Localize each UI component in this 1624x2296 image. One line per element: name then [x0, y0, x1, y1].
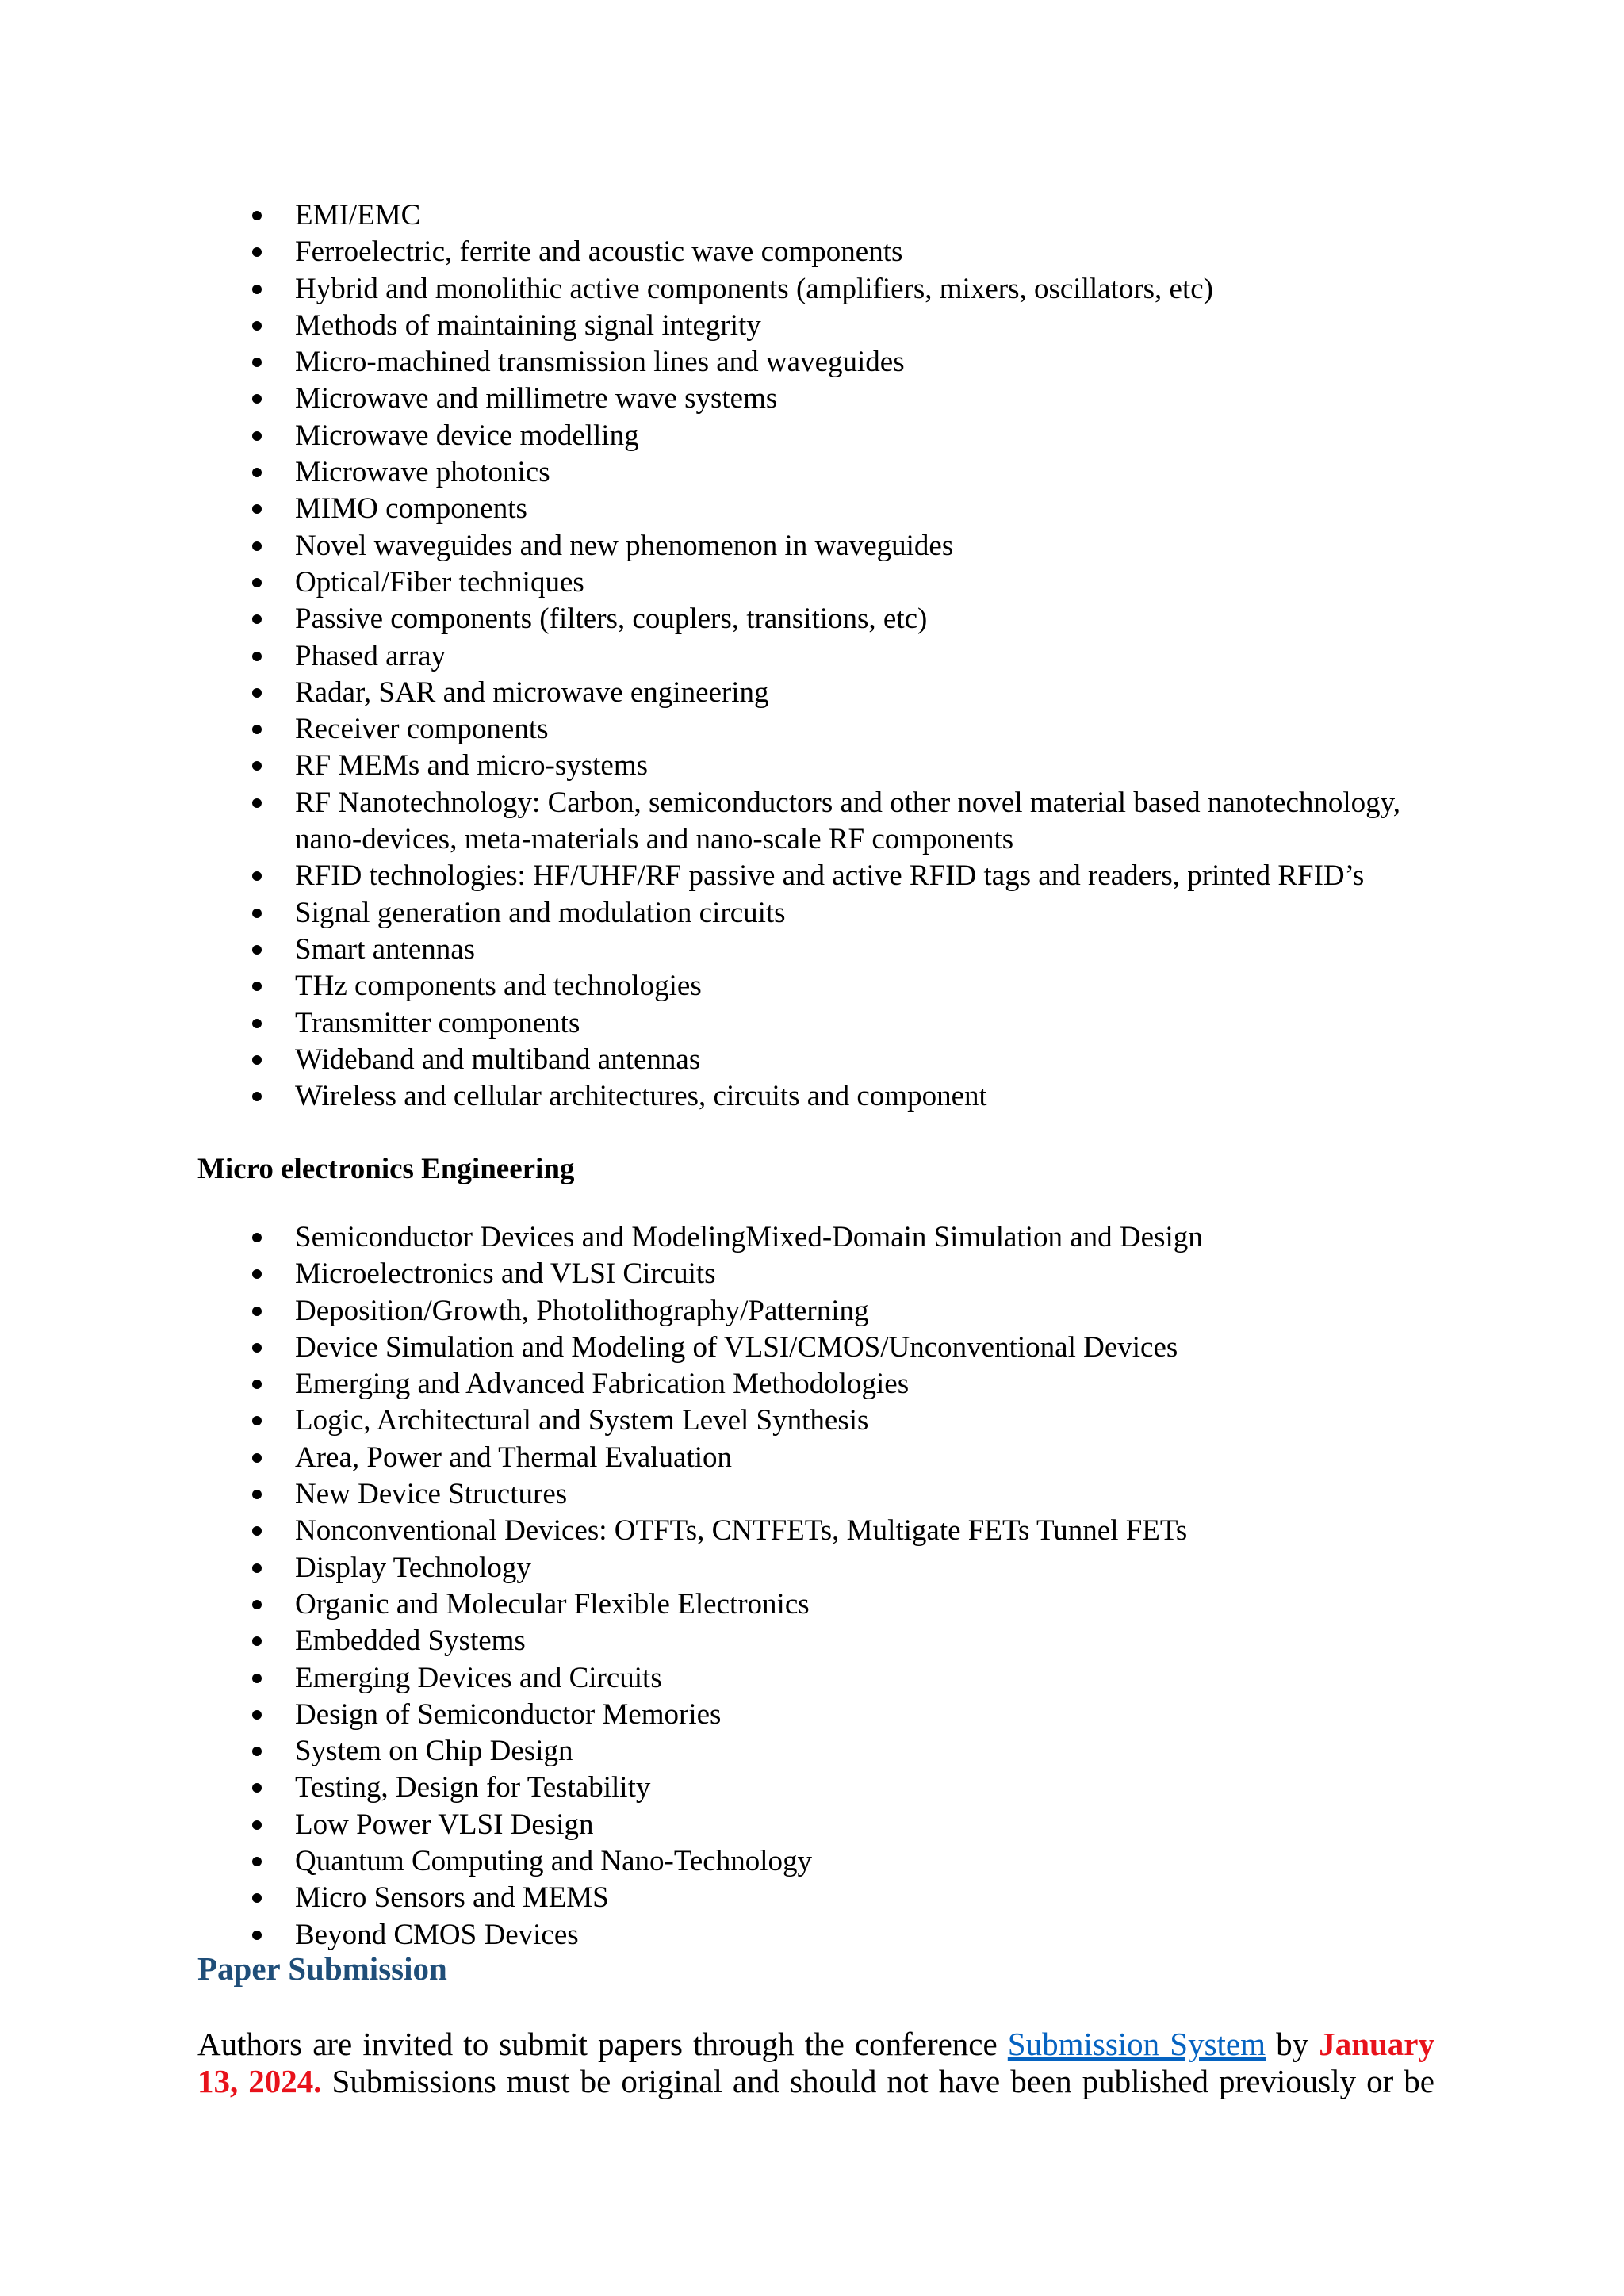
bullet-icon	[252, 1526, 262, 1536]
list-item	[252, 308, 1442, 344]
list-item	[252, 785, 1442, 859]
bullet-icon	[252, 394, 262, 404]
list-item	[252, 1366, 1442, 1402]
list-item	[252, 1623, 1442, 1659]
bullet-icon	[252, 321, 262, 331]
list-item	[252, 1660, 1442, 1697]
list-item-text: Hybrid and monolithic active components (amplifiers, mixers, oscillators, etc)	[295, 272, 1214, 305]
bullet-icon	[252, 1857, 262, 1866]
list-item-text: Area, Power and Thermal Evaluation	[295, 1441, 733, 1474]
list-item	[252, 1293, 1442, 1330]
subheading-micro-electronics: Micro electronics Engineering	[197, 1153, 575, 1185]
list-item	[252, 895, 1442, 932]
bullet-icon	[252, 1563, 262, 1573]
list-item-text: Beyond CMOS Devices	[295, 1918, 579, 1951]
bullet-icon	[252, 247, 262, 257]
list-item-text: MIMO components	[295, 492, 527, 526]
list-item	[252, 858, 1442, 894]
list-item-text: Microwave and millimetre wave systems	[295, 382, 778, 415]
list-item	[252, 197, 1442, 234]
list-item-text: Deposition/Growth, Photolithography/Patterning	[295, 1294, 869, 1327]
list-item-text: Device Simulation and Modeling of VLSI/CMOS/Unconventional Devices	[295, 1330, 1178, 1364]
bullet-icon	[252, 871, 262, 881]
bullet-icon	[252, 1783, 262, 1793]
list-item-text: Transmitter components	[295, 1006, 580, 1039]
list-item-text: Optical/Fiber techniques	[295, 565, 584, 599]
bullet-icon	[252, 1343, 262, 1353]
list-item	[252, 271, 1442, 308]
list-item	[252, 1005, 1442, 1042]
list-item-text: Microwave photonics	[295, 456, 550, 489]
bullet-icon	[252, 761, 262, 771]
list-item-text: Radar, SAR and microwave engineering	[295, 675, 769, 709]
bullet-icon	[252, 541, 262, 551]
bullet-icon	[252, 504, 262, 514]
list-item-text: RF MEMs and micro-systems	[295, 749, 649, 783]
list-item	[252, 968, 1442, 1004]
list-item	[252, 1476, 1442, 1513]
list-item	[252, 381, 1442, 417]
submission-deadline: January 13, 2024.	[197, 2026, 1435, 2099]
list-item	[252, 1402, 1442, 1439]
bullet-icon	[252, 1710, 262, 1720]
bullet-icon	[252, 1307, 262, 1316]
list-item-text: Microwave device modelling	[295, 419, 639, 452]
list-item	[252, 638, 1442, 675]
list-item	[252, 234, 1442, 270]
list-item	[252, 1807, 1442, 1843]
bullet-icon	[252, 431, 262, 441]
submission-text-before: Authors are invited to submit papers through the conference	[197, 2026, 1008, 2062]
list-item-text: Ferroelectric, ferrite and acoustic wave components	[295, 235, 903, 269]
topics-list-microwave	[252, 197, 1442, 1115]
section-title-paper-submission: Paper Submission	[197, 1950, 447, 1987]
list-item	[252, 1042, 1442, 1078]
list-item-text: Emerging and Advanced Fabrication Methodologies	[295, 1368, 910, 1401]
list-item-text: Embedded Systems	[295, 1624, 526, 1658]
list-item-text: EMI/EMC	[295, 199, 421, 232]
bullet-icon	[252, 614, 262, 624]
list-item	[252, 344, 1442, 381]
list-item	[252, 932, 1442, 968]
list-item	[252, 1917, 1442, 1954]
bullet-icon	[252, 285, 262, 294]
bullet-icon	[252, 1092, 262, 1101]
bullet-icon	[252, 1636, 262, 1646]
list-item-text: Receiver components	[295, 713, 549, 746]
bullet-icon	[252, 1453, 262, 1463]
topics-list-micro-electronics	[252, 1219, 1442, 1954]
list-item	[252, 1330, 1442, 1366]
list-item	[252, 491, 1442, 527]
bullet-icon	[252, 688, 262, 698]
list-item	[252, 528, 1442, 564]
list-item-text: Testing, Design for Testability	[295, 1771, 651, 1804]
list-item-text: Phased array	[295, 639, 446, 672]
list-item-text: Wireless and cellular architectures, circuits and component	[295, 1080, 987, 1113]
list-item-text: Emerging Devices and Circuits	[295, 1661, 662, 1694]
submission-paragraph	[197, 2026, 1434, 2100]
bullet-icon	[252, 468, 262, 477]
list-item-text: Low Power VLSI Design	[295, 1808, 594, 1841]
list-item-text: Passive components (filters, couplers, transitions, etc)	[295, 603, 928, 636]
list-item	[252, 1440, 1442, 1476]
submission-system-link[interactable]: Submission System	[1007, 2026, 1266, 2062]
list-item-text: Display Technology	[295, 1551, 531, 1584]
bullet-icon	[252, 1931, 262, 1940]
list-item-text: RF Nanotechnology: Carbon, semiconductors and other novel material based nanotechnology, nano-devices, meta-materials and nano-scale RF components	[295, 786, 1401, 856]
list-item	[252, 601, 1442, 637]
list-item-text: New Device Structures	[295, 1478, 568, 1511]
bullet-icon	[252, 652, 262, 661]
bullet-icon	[252, 1019, 262, 1028]
list-item-text: Micro-machined transmission lines and waveguides	[295, 346, 905, 379]
list-item	[252, 1513, 1442, 1549]
bullet-icon	[252, 1600, 262, 1609]
list-item	[252, 1770, 1442, 1806]
list-item-text: Organic and Molecular Flexible Electronics	[295, 1587, 810, 1621]
bullet-icon	[252, 1674, 262, 1683]
bullet-icon	[252, 1269, 262, 1279]
list-item-text: Micro Sensors and MEMS	[295, 1881, 609, 1915]
bullet-icon	[252, 211, 262, 220]
bullet-icon	[252, 358, 262, 367]
bullet-icon	[252, 909, 262, 918]
list-item	[252, 1078, 1442, 1115]
list-item-text: RFID technologies: HF/UHF/RF passive and active RFID tags and readers, printed RFID’s	[295, 859, 1365, 893]
list-item	[252, 1256, 1442, 1292]
list-item	[252, 1219, 1442, 1256]
list-item-text: Design of Semiconductor Memories	[295, 1697, 722, 1731]
bullet-icon	[252, 1416, 262, 1425]
list-item-text: THz components and technologies	[295, 970, 702, 1003]
bullet-icon	[252, 578, 262, 587]
bullet-icon	[252, 725, 262, 734]
bullet-icon	[252, 982, 262, 991]
list-item-text: Smart antennas	[295, 932, 476, 966]
list-item	[252, 675, 1442, 711]
bullet-icon	[252, 1893, 262, 1903]
bullet-icon	[252, 1055, 262, 1065]
bullet-icon	[252, 945, 262, 955]
bullet-icon	[252, 1490, 262, 1499]
list-item-text: Nonconventional Devices: OTFTs, CNTFETs, Multigate FETs Tunnel FETs	[295, 1514, 1188, 1548]
submission-text-middle: by	[1266, 2026, 1320, 2062]
list-item	[252, 1586, 1442, 1623]
list-item	[252, 711, 1442, 748]
list-item	[252, 418, 1442, 454]
list-item	[252, 748, 1442, 784]
bullet-icon	[252, 1820, 262, 1830]
list-item	[252, 564, 1442, 601]
list-item	[252, 1880, 1442, 1916]
list-item	[252, 1697, 1442, 1733]
list-item-text: Microelectronics and VLSI Circuits	[295, 1257, 716, 1291]
list-item-text: System on Chip Design	[295, 1735, 573, 1768]
bullet-icon	[252, 1233, 262, 1242]
list-item	[252, 454, 1442, 491]
list-item	[252, 1550, 1442, 1586]
list-item-text: Methods of maintaining signal integrity	[295, 308, 761, 342]
list-item	[252, 1733, 1442, 1770]
bullet-icon	[252, 798, 262, 808]
bullet-icon	[252, 1747, 262, 1756]
submission-text-after: Submissions must be original and should not have been published previously or be	[321, 2063, 1435, 2099]
list-item-text: Signal generation and modulation circuits	[295, 896, 786, 929]
list-item-text: Semiconductor Devices and ModelingMixed-Domain Simulation and Design	[295, 1221, 1203, 1253]
list-item-text: Wideband and multiband antennas	[295, 1043, 701, 1076]
list-item	[252, 1843, 1442, 1880]
list-item-text: Novel waveguides and new phenomenon in waveguides	[295, 529, 954, 562]
list-item-text: Logic, Architectural and System Level Synthesis	[295, 1404, 869, 1437]
bullet-icon	[252, 1380, 262, 1389]
list-item-text: Quantum Computing and Nano-Technology	[295, 1845, 812, 1878]
